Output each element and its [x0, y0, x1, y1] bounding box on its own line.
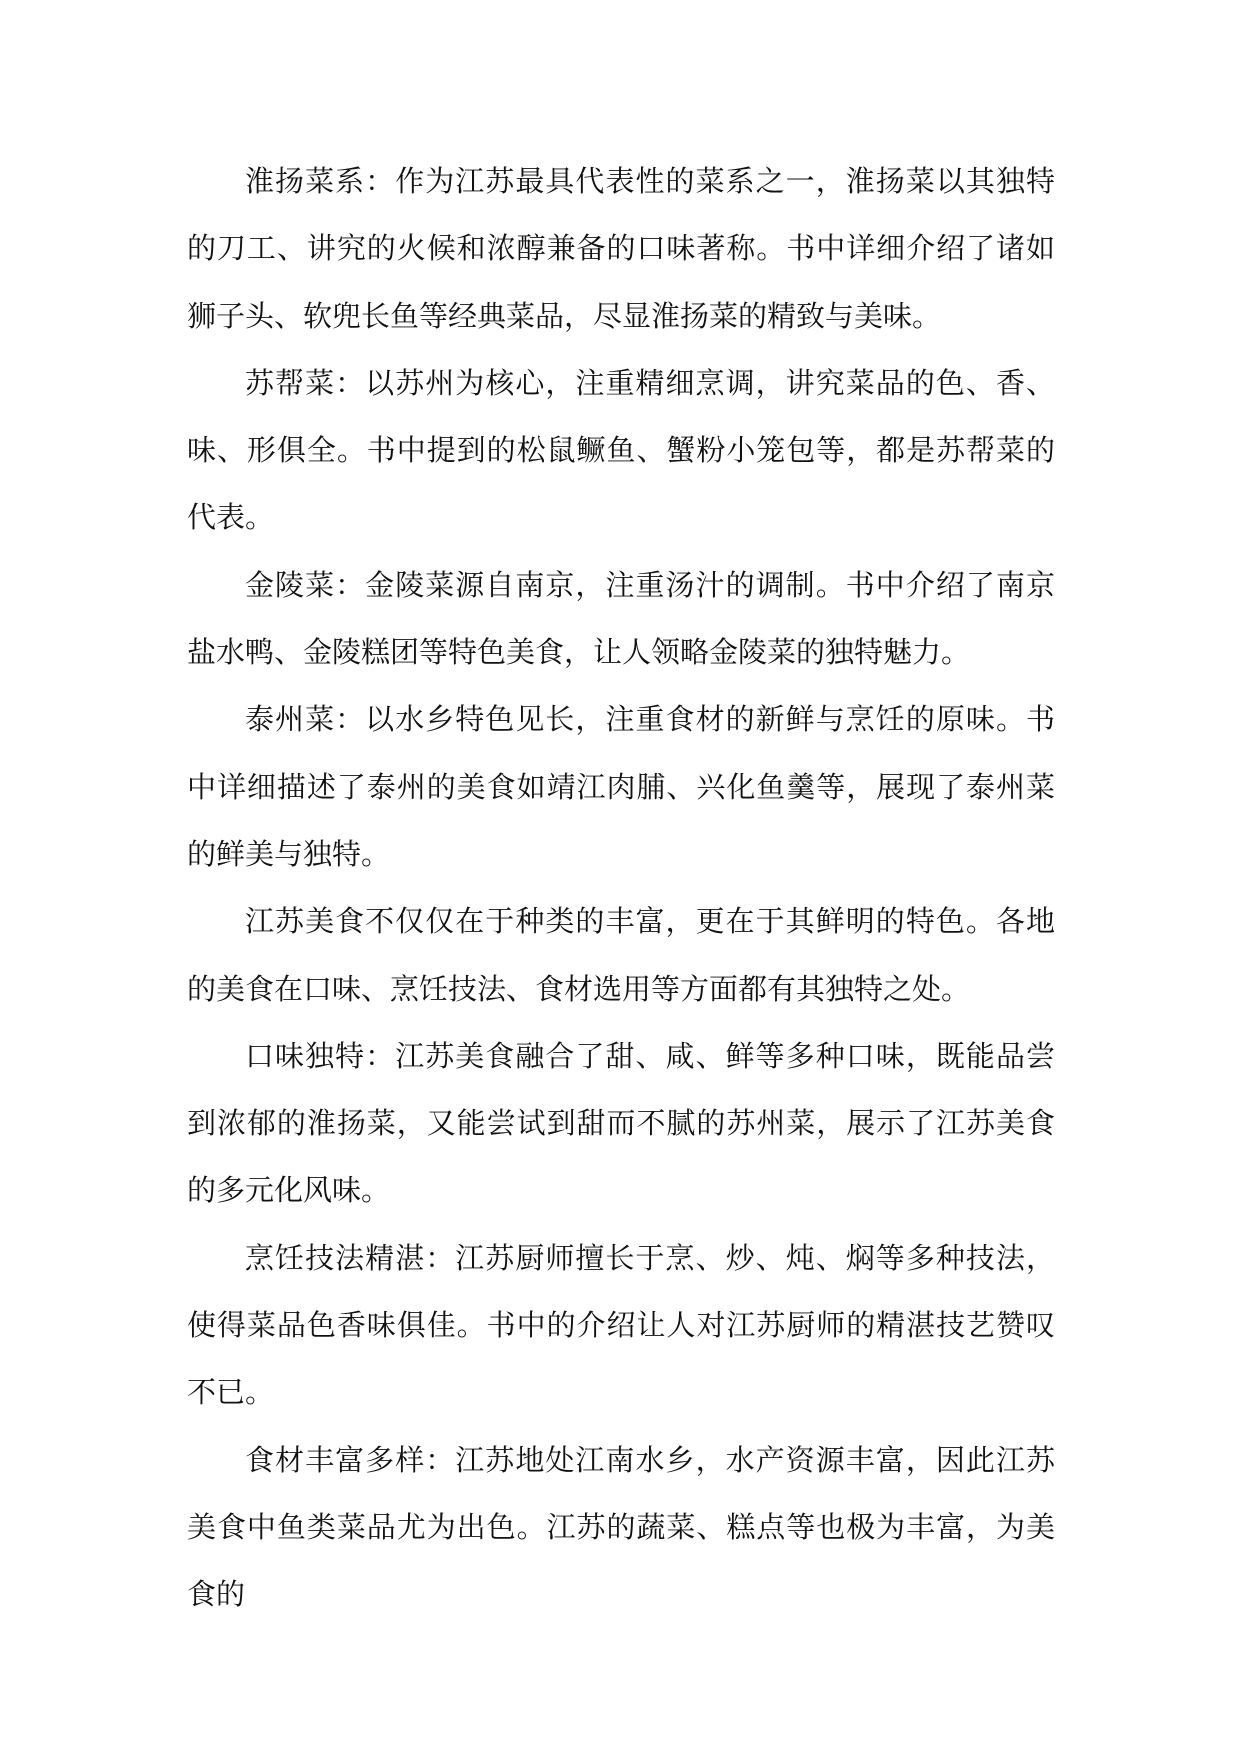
paragraph-jiangsu-features: 江苏美食不仅仅在于种类的丰富，更在于其鲜明的特色。各地的美食在口味、烹饪技法、食材选用等方面都有其独特之处。: [187, 904, 1055, 1006]
paragraph-jinling-cuisine: 金陵菜：金陵菜源自南京，注重汤汁的调制。书中介绍了南京盐水鸭、金陵糕团等特色美食，让人领略金陵菜的独特魅力。: [187, 567, 1055, 670]
paragraph-taizhou-cuisine: 泰州菜：以水乡特色见长，注重食材的新鲜与烹饪的原味。书中详细描述了泰州的美食如靖江肉脯、兴化鱼羹等，展现了泰州菜的鲜美与独特。: [187, 702, 1055, 871]
body-text: [187, 148, 1055, 1629]
paragraph-unique-flavor: 口味独特：江苏美食融合了甜、咸、鲜等多种口味，既能品尝到浓郁的淮扬菜，又能尝试到甜而不腻的苏州菜，展示了江苏美食的多元化风味。: [187, 1038, 1055, 1208]
paragraph-huaiyang-cuisine: 淮扬菜系：作为江苏最具代表性的菜系之一，淮扬菜以其独特的刀工、讲究的火候和浓醇兼备的口味著称。书中详细介绍了诸如狮子头、软兜长鱼等经典菜品，尽显淮扬菜的精致与美味。: [187, 164, 1055, 333]
paragraph-rich-ingredients: 食材丰富多样：江苏地处江南水乡，水产资源丰富，因此江苏美食中鱼类菜品尤为出色。江苏的蔬菜、糕点等也极为丰富，为美食的: [187, 1442, 1055, 1612]
paragraph-suzhou-cuisine: 苏帮菜：以苏州为核心，注重精细烹调，讲究菜品的色、香、味、形俱全。书中提到的松鼠鳜鱼、蟹粉小笼包等，都是苏帮菜的代表。: [187, 365, 1055, 535]
paragraph-cooking-techniques: 烹饪技法精湛：江苏厨师擅长于烹、炒、炖、焖等多种技法，使得菜品色香味俱佳。书中的介绍让人对江苏厨师的精湛技艺赞叹不已。: [187, 1240, 1055, 1410]
